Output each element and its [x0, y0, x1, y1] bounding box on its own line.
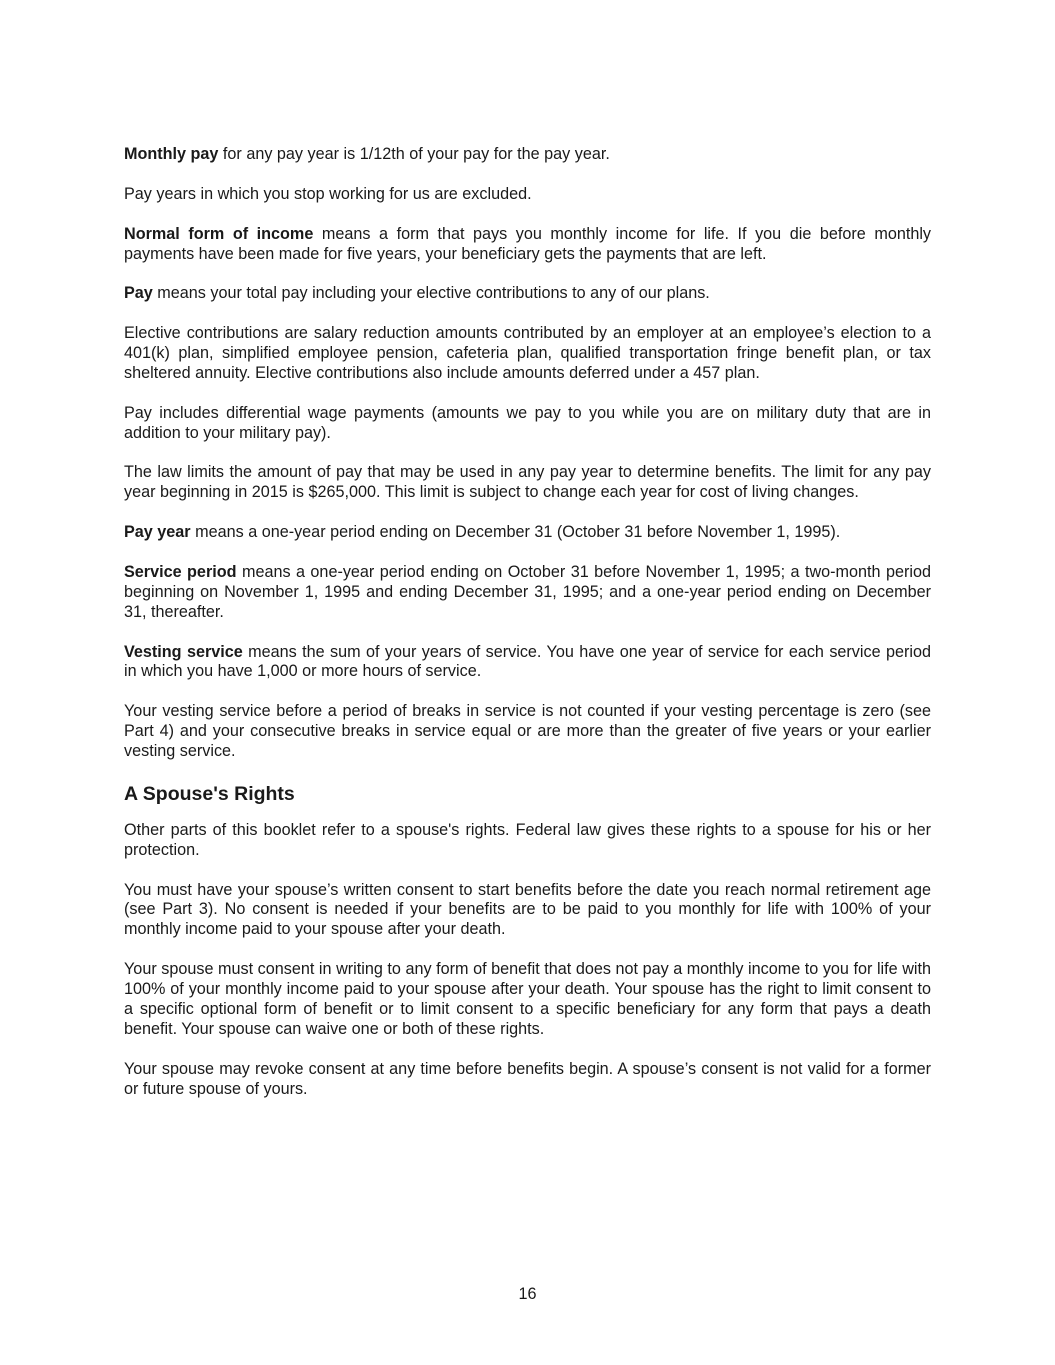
paragraph-differential-wage: Pay includes differential wage payments (amounts we pay to you while you are on military duty that are in addition to your military pay). — [124, 403, 931, 442]
section-heading-spouse-rights: A Spouse's Rights — [124, 782, 295, 805]
page-number: 16 — [518, 1285, 537, 1303]
paragraph-elective-contributions: Elective contributions are salary reduction amounts contributed by an employer at an employee’s election to a 401(k) plan, simplified employee pension, cafeteria plan, qualified transportation fringe benefit plan, or tax sheltered annuity. Elective contributions also include amounts deferred under a 457 plan. — [124, 324, 931, 382]
definition-text: means a form that pays you monthly income for life. If you die before monthly payments have been made for five years, your beneficiary gets the payments that are left. — [124, 224, 932, 263]
paragraph-spouse-revoke-consent: Your spouse may revoke consent at any time before benefits begin. A spouse’s consent is not valid for a former or future spouse of yours. — [124, 1059, 931, 1098]
term-vesting-service: Vesting service — [124, 642, 243, 661]
definition-text: means your total pay including your elective contributions to any of our plans. — [152, 284, 710, 303]
term-pay-year: Pay year — [124, 523, 191, 542]
paragraph-vesting-breaks: Your vesting service before a period of breaks in service is not counted if your vesting percentage is zero (see Part 4) and your consecutive breaks in service equal or are more than the greater of five years or your earlier vesting service. — [124, 702, 931, 761]
definition-pay-year — [124, 523, 931, 543]
term-normal-form-of-income: Normal form of income — [124, 224, 314, 243]
definition-text: means a one-year period ending on December 31 (October 31 before November 1, 1995). — [190, 523, 841, 542]
definition-monthly-pay — [124, 145, 931, 165]
definition-text: for any pay year is 1/12th of your pay for the pay year. — [218, 145, 610, 163]
paragraph-spouse-consent-forms: Your spouse must consent in writing to any form of benefit that does not pay a monthly income to you for life with 100% of your monthly income paid to your spouse after your death. Your spouse has the right to limit consent to a specific optional form of benefit or to limit consent to a specific beneficiary for any form that pays a death benefit. Your spouse can waive one or both of these rights. — [124, 960, 931, 1038]
definition-pay — [124, 284, 931, 304]
term-service-period: Service period — [124, 562, 237, 581]
paragraph-spouse-written-consent: You must have your spouse’s written consent to start benefits before the date you reach normal retirement age (see Part 3). No consent is needed if your benefits are to be paid to you monthly for life with 100% of your monthly income paid to your spouse after your death. — [124, 880, 931, 939]
page-content — [124, 145, 931, 1119]
term-pay: Pay — [124, 284, 153, 303]
definition-service-period — [124, 563, 931, 623]
definition-text: means the sum of your years of service. You have one year of service for each service period in which you have 1,000 or more hours of service. — [124, 642, 931, 681]
definition-text: means a one-year period ending on October 31 before November 1, 1995; a two-month period beginning on November 1, 1995 and ending December 31, 1995; and a one-year period ending on December 31, thereafter. — [124, 562, 931, 621]
term-monthly-pay: Monthly pay — [124, 145, 219, 163]
paragraph-spouse-rights-intro: Other parts of this booklet refer to a spouse's rights. Federal law gives these rights to a spouse for his or her protection. — [124, 820, 931, 859]
paragraph-pay-limit: The law limits the amount of pay that may be used in any pay year to determine benefits. The limit for any pay year beginning in 2015 is $265,000. This limit is subject to change each year for cost of living changes. — [124, 463, 931, 502]
definition-normal-form — [124, 225, 931, 265]
paragraph-pay-years-excluded: Pay years in which you stop working for us are excluded. — [124, 184, 532, 203]
definition-vesting-service — [124, 643, 931, 683]
